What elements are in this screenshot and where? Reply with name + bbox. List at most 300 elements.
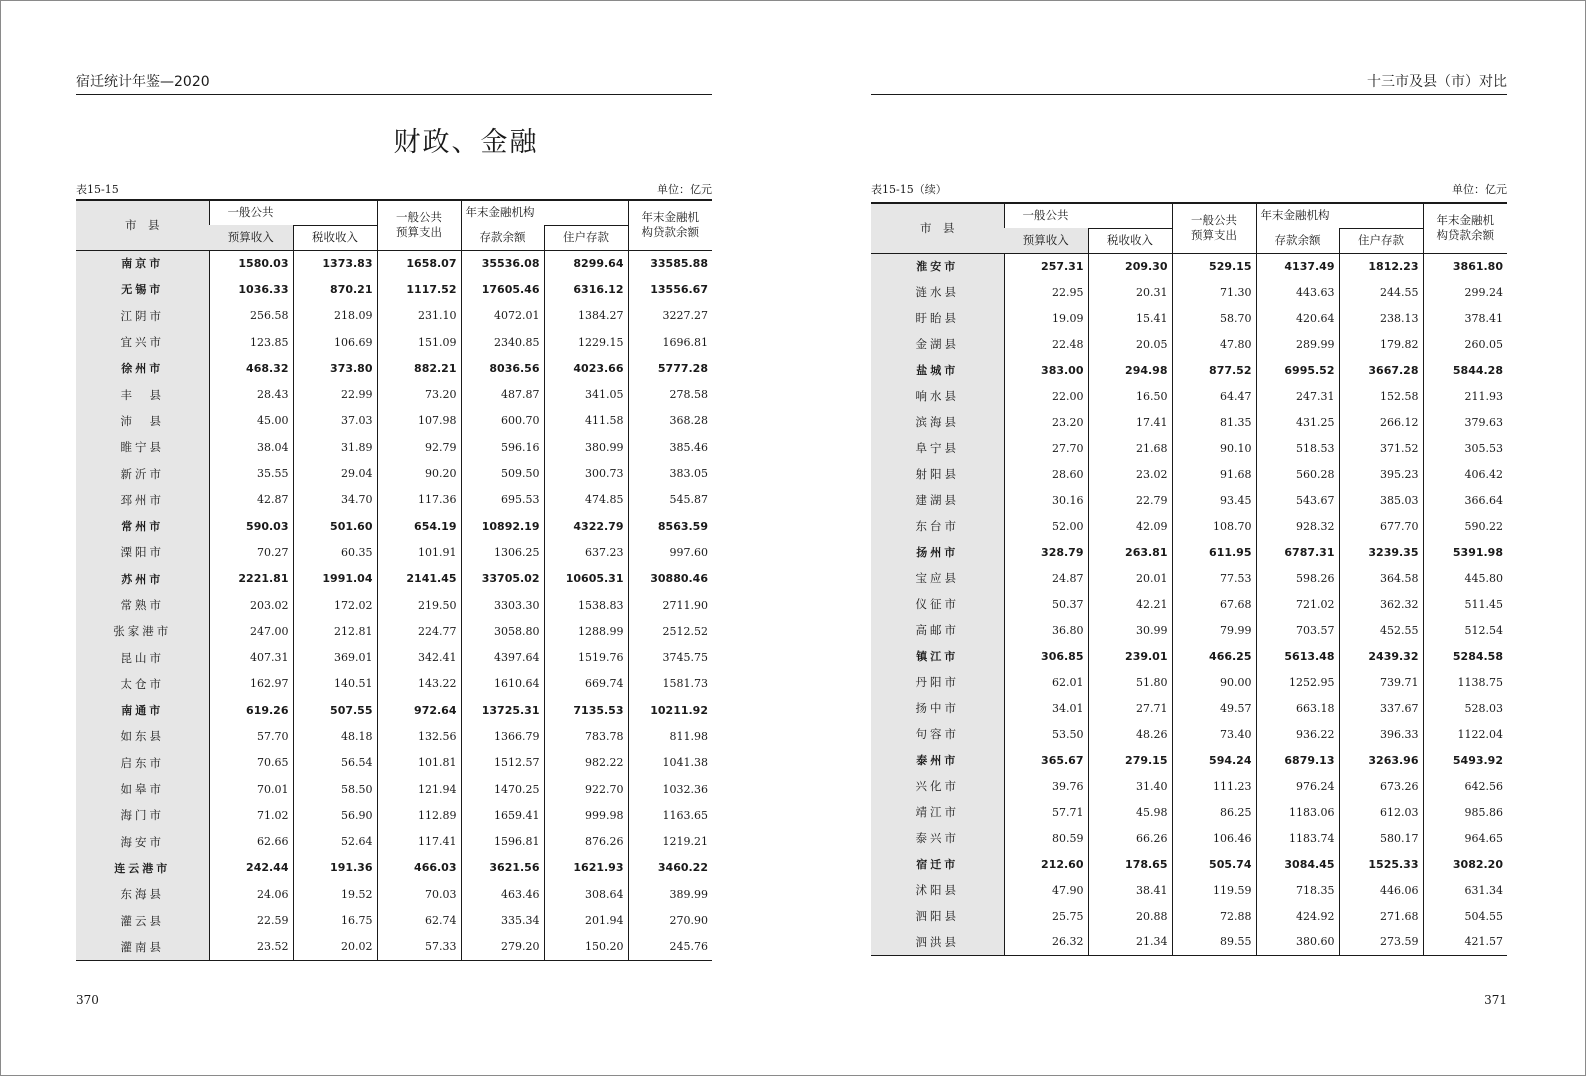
table-cell: 45.98 [1088, 799, 1172, 825]
table-cell: 528.03 [1423, 695, 1507, 721]
row-name: 丹阳市 [871, 669, 1004, 695]
table-cell: 26.32 [1004, 929, 1088, 955]
table-cell: 368.28 [628, 408, 712, 434]
table-cell: 631.34 [1423, 877, 1507, 903]
row-name: 睢宁县 [76, 434, 209, 460]
table-cell: 31.89 [293, 434, 377, 460]
table-cell: 1991.04 [293, 566, 377, 592]
table-cell: 452.55 [1339, 617, 1423, 643]
table-cell: 466.25 [1172, 643, 1256, 669]
row-name: 东海县 [76, 881, 209, 907]
col-loan-balance [1423, 203, 1507, 253]
col-city-county: 市 县 [76, 200, 209, 250]
table-cell: 50.37 [1004, 591, 1088, 617]
table-cell: 1229.15 [544, 329, 628, 355]
table-cell: 3084.45 [1256, 851, 1339, 877]
row-name: 沛 县 [76, 408, 209, 434]
row-name: 仪征市 [871, 591, 1004, 617]
table-cell: 511.45 [1423, 591, 1507, 617]
table-cell: 17605.46 [461, 276, 544, 302]
table-cell: 383.00 [1004, 357, 1088, 383]
table-cell: 997.60 [628, 539, 712, 565]
table-cell: 244.55 [1339, 279, 1423, 305]
table-row [871, 695, 1507, 721]
left-table-body [76, 250, 712, 960]
table-cell: 10211.92 [628, 697, 712, 723]
table-row [76, 934, 712, 960]
table-cell: 8299.64 [544, 250, 628, 276]
table-cell: 22.48 [1004, 331, 1088, 357]
table-row [871, 435, 1507, 461]
table-cell: 305.53 [1423, 435, 1507, 461]
table-cell: 383.05 [628, 460, 712, 486]
table-cell: 191.36 [293, 855, 377, 881]
table-row [76, 750, 712, 776]
table-cell: 385.03 [1339, 487, 1423, 513]
row-name: 镇江市 [871, 643, 1004, 669]
table-cell: 703.57 [1256, 617, 1339, 643]
table-cell: 34.01 [1004, 695, 1088, 721]
table-row [871, 357, 1507, 383]
row-name: 建湖县 [871, 487, 1004, 513]
table-cell: 20.31 [1088, 279, 1172, 305]
table-cell: 28.43 [209, 381, 293, 407]
table-cell: 366.64 [1423, 487, 1507, 513]
table-cell: 42.21 [1088, 591, 1172, 617]
table-cell: 123.85 [209, 329, 293, 355]
table-cell: 19.09 [1004, 305, 1088, 331]
table-cell: 62.66 [209, 829, 293, 855]
left-table-label: 表15-15 [76, 183, 119, 196]
row-name: 泗阳县 [871, 903, 1004, 929]
row-name: 丰 县 [76, 381, 209, 407]
table-cell: 985.86 [1423, 799, 1507, 825]
table-cell: 4397.64 [461, 644, 544, 670]
table-cell: 34.70 [293, 487, 377, 513]
right-page-number: 371 [1484, 993, 1507, 1007]
table-cell: 23.20 [1004, 409, 1088, 435]
col-general-budget-expenditure-line1: 一般公共 [1191, 213, 1237, 228]
table-cell: 71.30 [1172, 279, 1256, 305]
row-name: 泰兴市 [871, 825, 1004, 851]
table-cell: 5777.28 [628, 355, 712, 381]
col-general-budget-expenditure-line2: 预算支出 [1191, 228, 1237, 243]
table-cell: 936.22 [1256, 721, 1339, 747]
table-cell: 1288.99 [544, 618, 628, 644]
table-cell: 335.34 [461, 907, 544, 933]
table-cell: 1812.23 [1339, 253, 1423, 279]
table-cell: 3303.30 [461, 592, 544, 618]
table-cell: 6879.13 [1256, 747, 1339, 773]
table-row [76, 644, 712, 670]
table-cell: 245.76 [628, 934, 712, 960]
col-loan-balance [628, 200, 712, 250]
col-deposit-balance-line1: 年末金融机构 [1260, 208, 1330, 223]
table-cell: 212.81 [293, 618, 377, 644]
table-cell: 20.01 [1088, 565, 1172, 591]
table-cell: 3082.20 [1423, 851, 1507, 877]
table-row [871, 565, 1507, 591]
table-row [871, 305, 1507, 331]
table-cell: 3239.35 [1339, 539, 1423, 565]
table-cell: 36.80 [1004, 617, 1088, 643]
table-cell: 71.02 [209, 802, 293, 828]
table-cell: 596.16 [461, 434, 544, 460]
row-name: 宝应县 [871, 565, 1004, 591]
table-cell: 999.98 [544, 802, 628, 828]
row-name: 沭阳县 [871, 877, 1004, 903]
table-cell: 619.26 [209, 697, 293, 723]
table-cell: 612.03 [1339, 799, 1423, 825]
table-cell: 79.99 [1172, 617, 1256, 643]
left-page [76, 0, 712, 1077]
table-cell: 380.60 [1256, 929, 1339, 955]
table-cell: 29.04 [293, 460, 377, 486]
row-name: 邳州市 [76, 487, 209, 513]
row-name: 泰州市 [871, 747, 1004, 773]
table-cell: 60.35 [293, 539, 377, 565]
row-name: 淮安市 [871, 253, 1004, 279]
right-table-header [871, 203, 1507, 253]
row-name: 常熟市 [76, 592, 209, 618]
table-cell: 117.36 [377, 487, 461, 513]
table-cell: 7135.53 [544, 697, 628, 723]
table-cell: 266.12 [1339, 409, 1423, 435]
table-cell: 3227.27 [628, 303, 712, 329]
table-cell: 278.58 [628, 381, 712, 407]
table-cell: 982.22 [544, 750, 628, 776]
row-name: 太仓市 [76, 671, 209, 697]
table-cell: 1596.81 [461, 829, 544, 855]
table-cell: 162.97 [209, 671, 293, 697]
table-cell: 90.10 [1172, 435, 1256, 461]
table-cell: 6995.52 [1256, 357, 1339, 383]
col-general-budget-revenue-line2: 预算收入 [1022, 232, 1069, 247]
col-general-budget-expenditure-line2: 预算支出 [396, 225, 442, 240]
table-cell: 239.01 [1088, 643, 1172, 669]
row-name: 海安市 [76, 829, 209, 855]
table-cell: 106.46 [1172, 825, 1256, 851]
table-cell: 23.52 [209, 934, 293, 960]
table-cell: 112.89 [377, 802, 461, 828]
right-table-label: 表15-15（续） [871, 183, 947, 196]
table-cell: 1117.52 [377, 276, 461, 302]
table-cell: 1138.75 [1423, 669, 1507, 695]
table-cell: 17.41 [1088, 409, 1172, 435]
table-cell: 218.09 [293, 303, 377, 329]
table-cell: 8036.56 [461, 355, 544, 381]
table-row [871, 331, 1507, 357]
right-unit-label: 单位：亿元 [1452, 183, 1507, 196]
table-cell: 739.71 [1339, 669, 1423, 695]
table-cell: 51.80 [1088, 669, 1172, 695]
table-cell: 2711.90 [628, 592, 712, 618]
table-cell: 545.87 [628, 487, 712, 513]
table-cell: 279.15 [1088, 747, 1172, 773]
row-name: 无锡市 [76, 276, 209, 302]
table-cell: 56.90 [293, 802, 377, 828]
table-cell: 106.69 [293, 329, 377, 355]
table-cell: 53.50 [1004, 721, 1088, 747]
table-cell: 487.87 [461, 381, 544, 407]
table-cell: 80.59 [1004, 825, 1088, 851]
table-row [76, 276, 712, 302]
table-cell: 27.71 [1088, 695, 1172, 721]
table-row [871, 903, 1507, 929]
table-cell: 5391.98 [1423, 539, 1507, 565]
right-table [871, 202, 1507, 956]
table-cell: 1658.07 [377, 250, 461, 276]
table-cell: 560.28 [1256, 461, 1339, 487]
table-cell: 590.03 [209, 513, 293, 539]
table-cell: 3263.96 [1339, 747, 1423, 773]
table-cell: 5613.48 [1256, 643, 1339, 669]
left-table-label-row [76, 182, 712, 198]
table-cell: 238.13 [1339, 305, 1423, 331]
table-cell: 22.00 [1004, 383, 1088, 409]
col-loan-balance-line1: 年末金融机 [1436, 213, 1494, 228]
table-row [871, 773, 1507, 799]
table-cell: 1621.93 [544, 855, 628, 881]
table-cell: 33705.02 [461, 566, 544, 592]
table-cell: 13556.67 [628, 276, 712, 302]
table-cell: 211.93 [1423, 383, 1507, 409]
table-cell: 37.03 [293, 408, 377, 434]
table-cell: 673.26 [1339, 773, 1423, 799]
table-cell: 57.71 [1004, 799, 1088, 825]
table-cell: 1041.38 [628, 750, 712, 776]
table-cell: 219.50 [377, 592, 461, 618]
table-cell: 446.06 [1339, 877, 1423, 903]
table-cell: 5284.58 [1423, 643, 1507, 669]
left-unit-label: 单位：亿元 [657, 183, 712, 196]
table-row [76, 802, 712, 828]
table-row [76, 566, 712, 592]
table-cell: 31.40 [1088, 773, 1172, 799]
row-name: 盱眙县 [871, 305, 1004, 331]
row-name: 徐州市 [76, 355, 209, 381]
table-cell: 24.06 [209, 881, 293, 907]
table-cell: 380.99 [544, 434, 628, 460]
table-row [76, 723, 712, 749]
table-cell: 20.02 [293, 934, 377, 960]
table-cell: 201.94 [544, 907, 628, 933]
row-name: 启东市 [76, 750, 209, 776]
table-cell: 42.09 [1088, 513, 1172, 539]
table-cell: 1373.83 [293, 250, 377, 276]
table-cell: 24.87 [1004, 565, 1088, 591]
col-loan-balance-line1: 年末金融机 [641, 210, 699, 225]
col-deposit-balance-top [461, 200, 628, 225]
row-name: 东台市 [871, 513, 1004, 539]
col-general-budget-revenue-line1: 一般公共 [227, 205, 274, 220]
table-cell: 70.65 [209, 750, 293, 776]
table-row [76, 776, 712, 802]
table-cell: 342.41 [377, 644, 461, 670]
table-cell: 396.33 [1339, 721, 1423, 747]
table-cell: 328.79 [1004, 539, 1088, 565]
table-row [871, 617, 1507, 643]
table-cell: 1122.04 [1423, 721, 1507, 747]
table-cell: 57.33 [377, 934, 461, 960]
table-row [871, 591, 1507, 617]
table-cell: 466.03 [377, 855, 461, 881]
row-name: 灌南县 [76, 934, 209, 960]
row-name: 南通市 [76, 697, 209, 723]
table-cell: 119.59 [1172, 877, 1256, 903]
col-loan-balance-line2: 构贷款余额 [641, 225, 699, 240]
table-cell: 611.95 [1172, 539, 1256, 565]
table-cell: 300.73 [544, 460, 628, 486]
row-name: 阜宁县 [871, 435, 1004, 461]
table-cell: 6316.12 [544, 276, 628, 302]
row-name: 海门市 [76, 802, 209, 828]
table-cell: 224.77 [377, 618, 461, 644]
table-cell: 420.64 [1256, 305, 1339, 331]
row-name: 新沂市 [76, 460, 209, 486]
table-cell: 70.01 [209, 776, 293, 802]
table-cell: 976.24 [1256, 773, 1339, 799]
table-cell: 1163.65 [628, 802, 712, 828]
col-general-budget-expenditure [377, 200, 461, 250]
table-cell: 58.50 [293, 776, 377, 802]
row-name: 苏州市 [76, 566, 209, 592]
table-row [76, 408, 712, 434]
left-table [76, 199, 712, 961]
table-cell: 101.81 [377, 750, 461, 776]
table-cell: 468.32 [209, 355, 293, 381]
table-row [76, 303, 712, 329]
table-cell: 86.25 [1172, 799, 1256, 825]
col-general-budget-revenue-top [209, 200, 377, 225]
table-cell: 406.42 [1423, 461, 1507, 487]
table-cell: 1610.64 [461, 671, 544, 697]
col-general-budget-expenditure-line1: 一般公共 [396, 210, 442, 225]
table-cell: 870.21 [293, 276, 377, 302]
table-cell: 580.17 [1339, 825, 1423, 851]
table-cell: 56.54 [293, 750, 377, 776]
table-cell: 289.99 [1256, 331, 1339, 357]
row-name: 宜兴市 [76, 329, 209, 355]
table-cell: 62.74 [377, 907, 461, 933]
table-cell: 718.35 [1256, 877, 1339, 903]
table-cell: 373.80 [293, 355, 377, 381]
table-cell: 964.65 [1423, 825, 1507, 851]
table-cell: 501.60 [293, 513, 377, 539]
table-row [871, 279, 1507, 305]
table-row [76, 539, 712, 565]
table-cell: 30.99 [1088, 617, 1172, 643]
col-deposit-balance-bottom [461, 225, 544, 250]
table-cell: 231.10 [377, 303, 461, 329]
table-cell: 16.50 [1088, 383, 1172, 409]
table-cell: 67.68 [1172, 591, 1256, 617]
table-cell: 20.88 [1088, 903, 1172, 929]
table-cell: 2340.85 [461, 329, 544, 355]
table-cell: 2141.45 [377, 566, 461, 592]
table-row [76, 381, 712, 407]
table-cell: 654.19 [377, 513, 461, 539]
table-row [871, 721, 1507, 747]
table-cell: 3667.28 [1339, 357, 1423, 383]
table-row [871, 851, 1507, 877]
table-cell: 49.57 [1172, 695, 1256, 721]
table-cell: 91.68 [1172, 461, 1256, 487]
table-cell: 369.01 [293, 644, 377, 670]
table-row [76, 329, 712, 355]
table-row [76, 881, 712, 907]
table-row [871, 409, 1507, 435]
row-name: 灌云县 [76, 907, 209, 933]
table-cell: 10605.31 [544, 566, 628, 592]
table-cell: 443.63 [1256, 279, 1339, 305]
table-cell: 669.74 [544, 671, 628, 697]
row-name: 滨海县 [871, 409, 1004, 435]
table-cell: 445.80 [1423, 565, 1507, 591]
table-cell: 1384.27 [544, 303, 628, 329]
row-name: 如东县 [76, 723, 209, 749]
table-cell: 1659.41 [461, 802, 544, 828]
table-cell: 876.26 [544, 829, 628, 855]
table-row [871, 929, 1507, 955]
table-cell: 273.59 [1339, 929, 1423, 955]
table-cell: 1519.76 [544, 644, 628, 670]
table-cell: 21.34 [1088, 929, 1172, 955]
table-cell: 152.58 [1339, 383, 1423, 409]
table-cell: 507.55 [293, 697, 377, 723]
table-row [871, 253, 1507, 279]
table-cell: 150.20 [544, 934, 628, 960]
table-cell: 364.58 [1339, 565, 1423, 591]
row-name: 连云港市 [76, 855, 209, 881]
table-cell: 45.00 [209, 408, 293, 434]
row-name: 如皋市 [76, 776, 209, 802]
left-table-header [76, 200, 712, 250]
table-cell: 721.02 [1256, 591, 1339, 617]
table-cell: 518.53 [1256, 435, 1339, 461]
table-cell: 3621.56 [461, 855, 544, 881]
table-cell: 1580.03 [209, 250, 293, 276]
row-name: 高邮市 [871, 617, 1004, 643]
table-cell: 28.60 [1004, 461, 1088, 487]
row-name: 宿迁市 [871, 851, 1004, 877]
row-name: 南京市 [76, 250, 209, 276]
row-name: 溧阳市 [76, 539, 209, 565]
table-cell: 505.74 [1172, 851, 1256, 877]
table-cell: 389.99 [628, 881, 712, 907]
col-tax-revenue: 税收收入 [1088, 228, 1172, 253]
table-cell: 19.52 [293, 881, 377, 907]
table-cell: 90.00 [1172, 669, 1256, 695]
right-table-body [871, 253, 1507, 955]
table-cell: 52.64 [293, 829, 377, 855]
table-cell: 172.02 [293, 592, 377, 618]
table-cell: 1470.25 [461, 776, 544, 802]
table-cell: 209.30 [1088, 253, 1172, 279]
table-cell: 371.52 [1339, 435, 1423, 461]
table-cell: 271.68 [1339, 903, 1423, 929]
table-row [76, 250, 712, 276]
table-cell: 5844.28 [1423, 357, 1507, 383]
table-cell: 279.20 [461, 934, 544, 960]
table-cell: 58.70 [1172, 305, 1256, 331]
table-cell: 431.25 [1256, 409, 1339, 435]
table-cell: 212.60 [1004, 851, 1088, 877]
row-name: 金湖县 [871, 331, 1004, 357]
table-cell: 3745.75 [628, 644, 712, 670]
table-cell: 72.88 [1172, 903, 1256, 929]
table-cell: 73.20 [377, 381, 461, 407]
